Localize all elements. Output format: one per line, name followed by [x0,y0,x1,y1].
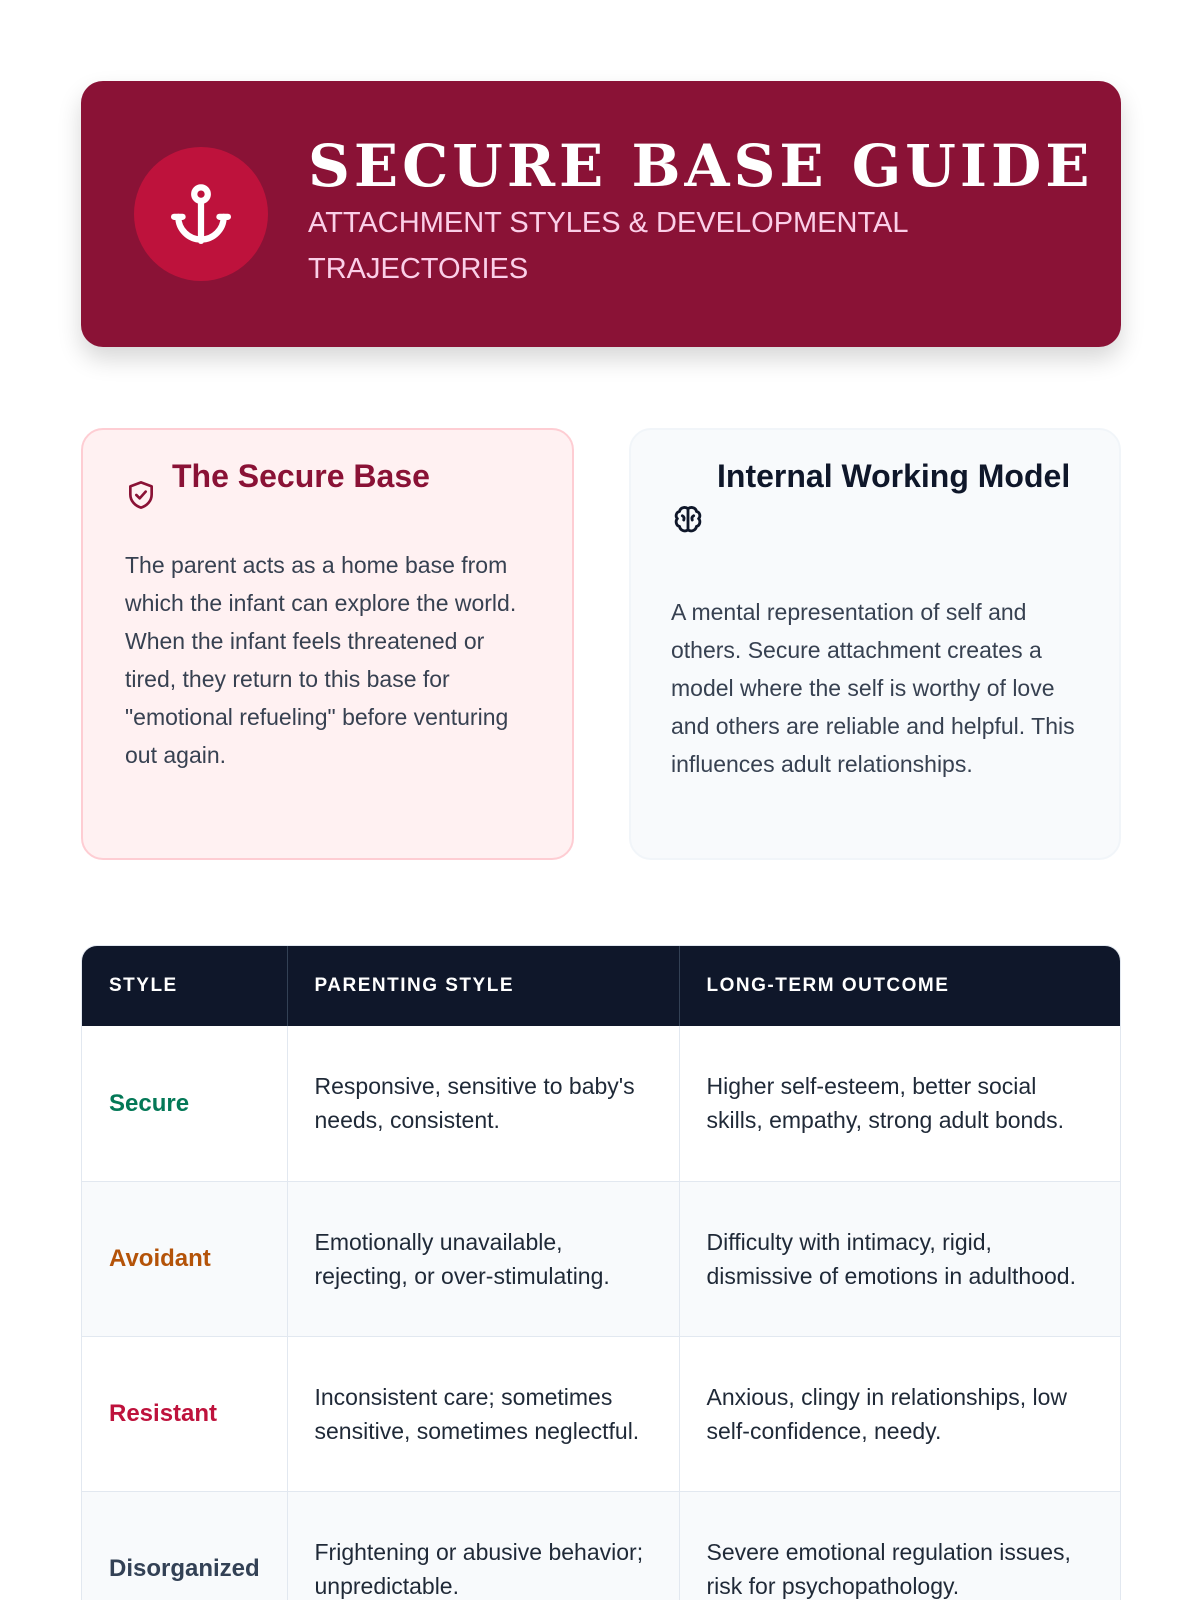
internal-working-model-card [629,428,1121,860]
table-row [82,1336,1121,1491]
style-cell [82,1181,287,1336]
style-cell [82,1491,287,1600]
column-header-parenting-style: PARENTING STYLE [287,946,679,1026]
shield-check-icon [125,479,157,511]
style-name: Avoidant [109,1245,211,1272]
style-name: Secure [109,1089,190,1117]
logo-badge [134,147,268,281]
table-row [82,1181,1121,1336]
table-header-row [82,946,1121,1026]
style-cell [82,1026,287,1181]
outcome-cell: Higher self-esteem, better social skills, empathy, strong adult bonds. [679,1026,1121,1181]
column-header-long-term-outcome: LONG-TERM OUTCOME [679,946,1121,1026]
outcome-cell: Severe emotional regulation issues, risk for psychopathology. [679,1491,1121,1600]
page-subtitle: ATTACHMENT STYLES & DEVELOPMENTAL TRAJECTORIES [308,207,908,285]
style-name: Resistant [109,1400,218,1427]
table-row [82,1491,1121,1600]
outcome-cell: Difficulty with intimacy, rigid, dismissive of emotions in adulthood. [679,1181,1121,1336]
style-cell [82,1336,287,1491]
parenting-cell: Emotionally unavailable, rejecting, or over-stimulating. [287,1181,679,1336]
attachment-styles-table [81,945,1121,1600]
card-title: The Secure Base [172,458,430,494]
style-name: Disorganized [109,1555,260,1582]
parenting-cell: Responsive, sensitive to baby's needs, consistent. [287,1026,679,1181]
outcome-cell: Anxious, clingy in relationships, low self-confidence, needy. [679,1336,1121,1491]
anchor-icon [167,178,235,250]
column-header-style: STYLE [82,946,287,1026]
parenting-cell: Frightening or abusive behavior; unpredictable. [287,1491,679,1600]
header-banner [81,81,1121,347]
page-title: SECURE BASE GUIDE [308,132,1094,200]
card-body: A mental representation of self and others. Secure attachment creates a model where the self is worthy of love and others are reliable and helpful. This influences adult relationships. [671,599,1075,777]
card-body: The parent acts as a home base from which the infant can explore the world. When the infant feels threatened or tired, they return to this base for "emotional refueling" before venturing out again. [125,552,517,768]
parenting-cell: Inconsistent care; sometimes sensitive, sometimes neglectful. [287,1336,679,1491]
table-row [82,1026,1121,1181]
card-title: Internal Working Model [717,458,1071,494]
secure-base-card [81,428,574,860]
brain-icon [671,503,705,537]
